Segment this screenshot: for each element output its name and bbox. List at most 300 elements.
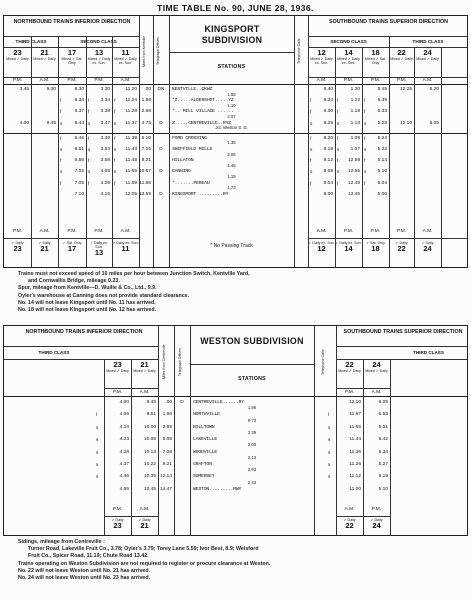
stop-flag: f xyxy=(310,98,312,104)
no-passing-note: * No Passing Track xyxy=(210,243,253,249)
time-cell: 12.59 xyxy=(347,158,360,164)
time-cell: 8.12 xyxy=(323,158,333,164)
train-description: Mixed ✓ Daily ex. Sun. xyxy=(87,57,111,66)
time-cell: 6.44 xyxy=(74,120,84,126)
time-cell: 9.51 xyxy=(146,412,156,418)
time-cell: 12.05 xyxy=(124,191,137,197)
stop-flag: s xyxy=(310,169,313,175)
time-cell: 10.00 xyxy=(143,424,156,430)
station-name: LAKEVILLE xyxy=(193,437,218,443)
stop-flag: f xyxy=(60,135,62,141)
stop-flag: f xyxy=(310,180,312,186)
train-number: 11 xyxy=(121,48,130,57)
time-cell: 4.28 xyxy=(119,449,129,455)
train-description: Mixed ✓ Sat. Only xyxy=(365,57,386,66)
footer-train-number: 23 xyxy=(13,244,22,254)
time-unit: P.M. xyxy=(112,507,123,512)
footer-days: ✓ Daily xyxy=(38,241,51,245)
page-title: TIME TABLE No. 90, JUNE 28, 1936. xyxy=(157,3,314,13)
footer-train-number: 21 xyxy=(40,244,49,254)
train-number-12 xyxy=(308,49,335,65)
time-cell: 5.22 xyxy=(377,147,387,152)
time-cell: 11.55 xyxy=(349,424,361,430)
time-cell: 3.38 xyxy=(100,109,110,115)
train-footer-22 xyxy=(336,518,363,530)
footer-train-number: 22 xyxy=(397,244,406,254)
time-cell: 4.00 xyxy=(119,400,129,405)
time-unit: P.M. xyxy=(343,78,354,83)
stop-flag: s xyxy=(337,169,340,175)
stop-flag: s xyxy=(60,120,63,126)
train-number: 13 xyxy=(94,48,104,57)
column-rule xyxy=(335,47,339,267)
train-description: Mixed ✓ Daily xyxy=(416,57,439,61)
stop-flag: s xyxy=(96,437,99,443)
footer-train-number: 21 xyxy=(140,521,149,531)
subdivision-name: KINGSPORT SUBDIVISION xyxy=(201,24,263,45)
third-class-label: THIRD CLASS xyxy=(413,350,444,355)
time-cell: 3.34 xyxy=(100,98,110,104)
stop-flag: f xyxy=(114,109,116,115)
stop-flag: f xyxy=(364,135,366,141)
train-number-22 xyxy=(336,361,363,373)
time-unit: A.M. xyxy=(39,229,50,234)
time-cell: 5.33 xyxy=(377,109,387,115)
time-cell: 11.57 xyxy=(349,412,361,418)
stations-header: STATIONS xyxy=(238,376,266,382)
time-unit: A.M. xyxy=(139,390,150,395)
stop-flag: s xyxy=(364,147,367,152)
time-cell: 6.56 xyxy=(74,158,84,164)
mileage-cell: 4.75 xyxy=(141,120,151,126)
time-cell: 6.30 xyxy=(74,87,84,92)
footer-train-number: 14 xyxy=(344,244,353,254)
row-rule xyxy=(4,133,467,134)
footer-days: ✓ Daily xyxy=(343,518,356,522)
footer-train-number: 18 xyxy=(371,244,380,254)
time-cell: 8.18 xyxy=(323,147,333,152)
note-line: Turner Road, Lakeville Fruit Co., 3.78; Oyler's 3.79; Torey Lane 5.59; Ivor Best, 8.9; Welsford xyxy=(28,546,259,553)
time-cell: 12.49 xyxy=(347,180,360,186)
time-cell: 1.30 xyxy=(350,87,360,92)
telephone-header: Telephone Calls xyxy=(297,38,301,64)
train-number-23 xyxy=(4,49,31,61)
stop-flag: s xyxy=(328,424,331,430)
row-rule xyxy=(4,359,158,360)
time-cell: 11.12 xyxy=(349,474,361,480)
time-cell: 5.51 xyxy=(378,424,388,430)
mileage-cell: 10.67 xyxy=(139,169,152,175)
time-cell: 7.05 xyxy=(74,180,84,186)
column-rule xyxy=(390,359,391,535)
time-cell: 1.07 xyxy=(350,147,360,152)
column-rule xyxy=(414,47,415,267)
time-cell: 11.20 xyxy=(125,87,137,92)
station-name: FORD CROSSING xyxy=(172,135,207,141)
station-name: *Z.....ALDERSHOT.....YZ xyxy=(172,98,234,104)
stop-flag: f xyxy=(96,412,98,418)
footer-train-number: 22 xyxy=(345,521,354,531)
stop-flag: f xyxy=(364,158,366,164)
time-unit: P.M. xyxy=(396,229,407,234)
telegraph-header: Telegraph Offices xyxy=(178,348,182,376)
footer-train-number: 17 xyxy=(67,244,77,254)
train-footer-21 xyxy=(31,241,58,253)
note-line: No. 24 will not leave Weston until No. 23 has arrived. xyxy=(18,575,151,582)
time-unit: P.M. xyxy=(112,390,123,395)
stop-flag: f xyxy=(310,109,312,115)
station-distance: 2.06 xyxy=(227,151,236,157)
stop-flag: s xyxy=(88,120,91,126)
time-cell: 8.40 xyxy=(323,87,333,92)
time-unit: A.M. xyxy=(344,507,355,512)
telephone-header: Telephone Calls xyxy=(321,349,325,375)
subdivision-name: WESTON SUBDIVISION xyxy=(200,336,304,346)
northbound-direction-head: NORTHBOUND TRAINS INFERIOR DIRECTION xyxy=(25,329,143,335)
mileage-cell: .00 xyxy=(165,400,172,405)
time-cell: 8.20 xyxy=(323,135,333,141)
station-name: GRAFTON xyxy=(193,462,212,467)
footer-days: ✓ Daily ex. Sun. xyxy=(90,241,108,250)
time-cell: 5.10 xyxy=(378,486,388,492)
station-name: WESTON.........RWY xyxy=(193,486,242,492)
time-cell: 8.34 xyxy=(323,98,333,104)
telegraph-code: D xyxy=(159,191,163,197)
train-number-23 xyxy=(104,361,131,373)
column-rule xyxy=(174,326,175,535)
train-number-21 xyxy=(31,49,58,61)
time-cell: 6.46 xyxy=(74,135,84,141)
time-cell: 11.39 xyxy=(125,135,137,141)
time-cell: 4.00 xyxy=(19,120,29,126)
time-cell: 11.43 xyxy=(125,147,137,152)
time-unit: P.M. xyxy=(396,78,407,83)
time-unit: P.M. xyxy=(12,78,23,83)
mileage-cell: 9.21 xyxy=(162,462,172,467)
stop-flag: s xyxy=(60,169,63,175)
station-distance: 2.13 xyxy=(247,454,257,460)
stop-flag: s xyxy=(328,437,331,443)
train-number: 14 xyxy=(344,48,353,57)
time-unit: P.M. xyxy=(371,507,382,512)
kingsport-notes xyxy=(18,271,250,314)
train-footer-11 xyxy=(112,241,139,253)
time-cell: 11.59 xyxy=(125,180,137,186)
stop-flag: s xyxy=(96,462,99,467)
time-cell: 4.14 xyxy=(119,424,129,430)
time-cell: 12.25 xyxy=(399,87,412,92)
stop-flag: f xyxy=(88,135,90,141)
footer-days: ✓ Daily xyxy=(370,518,383,522)
time-unit: A.M. xyxy=(316,78,327,83)
train-description: Mixed ✓ Daily xyxy=(6,57,29,61)
stop-flag: f xyxy=(60,158,62,164)
time-cell: 11.28 xyxy=(125,109,137,115)
station-name: KENTVILLE..CKWZ xyxy=(172,87,213,92)
mileage-cell: 2.69 xyxy=(162,424,172,430)
third-class-label: THIRD CLASS xyxy=(412,39,444,44)
time-cell: 10.08 xyxy=(143,437,156,443)
column-rule xyxy=(362,47,366,267)
time-unit: P.M. xyxy=(94,78,104,83)
footer-train-number: 12 xyxy=(317,244,326,254)
stop-flag: f xyxy=(364,109,366,115)
column-rule xyxy=(158,326,159,535)
stop-flag: f xyxy=(60,109,62,115)
time-cell: 12.55 xyxy=(347,169,360,175)
time-cell: 6.05 xyxy=(378,400,388,405)
time-cell: 6.37 xyxy=(74,109,84,115)
stop-flag: s xyxy=(96,424,99,430)
column-rule xyxy=(441,47,442,267)
weston-timetable xyxy=(3,325,468,536)
time-cell: 12.10 xyxy=(399,120,412,126)
mileage-cell: 14.47 xyxy=(159,486,172,492)
stop-flag: s xyxy=(310,120,313,126)
third-class-label: THIRD CLASS xyxy=(38,350,70,355)
time-unit: P.M. xyxy=(12,229,23,234)
station-distance: 2.39 xyxy=(247,430,257,435)
train-description: Mixed ✓ Daily ex. Sun. xyxy=(310,57,333,66)
stop-flag: f xyxy=(337,158,339,164)
time-unit: A.M. xyxy=(139,507,150,512)
mileage-cell: 1.58 xyxy=(141,98,151,104)
miles-header: Miles from Kentville xyxy=(142,35,146,67)
stop-flag: s xyxy=(364,169,367,175)
train-footer-14 xyxy=(335,241,362,253)
time-cell: 10.45 xyxy=(143,486,156,492)
train-number: 22 xyxy=(345,360,354,369)
time-cell: 1.09 xyxy=(350,135,360,141)
mileage-cell: .00 xyxy=(144,87,151,92)
mileage-cell: 9.21 xyxy=(141,158,151,164)
row-rule xyxy=(169,52,294,53)
time-cell: 3.45 xyxy=(19,87,29,92)
station-name: SOMERSET xyxy=(193,474,215,480)
stop-flag: s xyxy=(328,474,331,480)
station-distance: Jct. Weston S. D. xyxy=(215,125,248,131)
mileage-cell: 13.59 xyxy=(139,191,152,197)
telegraph-code: D xyxy=(159,147,163,152)
time-cell: 5.00 xyxy=(377,191,387,197)
train-number: 21 xyxy=(40,48,49,57)
stop-flag: f xyxy=(328,412,330,418)
stop-flag: f xyxy=(337,135,339,141)
footer-train-number: 13 xyxy=(94,248,104,258)
train-number-21 xyxy=(131,361,158,373)
mileage-cell: 7.08 xyxy=(162,449,172,455)
note-line: Sidings, mileage from Centreville : xyxy=(18,539,105,545)
station-distance: 1.19 xyxy=(227,174,236,179)
time-cell: 11.55 xyxy=(125,169,137,175)
row-rule xyxy=(104,516,158,517)
time-cell: 3.53 xyxy=(100,147,110,152)
stop-flag: f xyxy=(60,98,62,104)
train-description: Mixed ✓ Daily xyxy=(365,369,388,373)
time-unit: A.M. xyxy=(316,229,327,234)
time-unit: P.M. xyxy=(343,229,354,234)
footer-train-number: 11 xyxy=(121,244,130,254)
footer-days: ✓ Daily xyxy=(421,241,434,245)
stop-flag: s xyxy=(337,147,340,152)
time-cell: 11.36 xyxy=(349,449,361,455)
train-description: Mixed ✓ Daily xyxy=(338,369,361,373)
train-number: 12 xyxy=(317,48,326,57)
time-cell: 10.35 xyxy=(143,474,156,480)
row-rule xyxy=(308,47,467,48)
time-cell: 8.30 xyxy=(323,109,333,115)
time-cell: 10.22 xyxy=(143,462,156,467)
station-distance: 1.10 xyxy=(227,102,236,108)
station-distance: 2.00 xyxy=(247,442,257,448)
stop-flag: f xyxy=(310,135,312,141)
time-cell: 6.20 xyxy=(429,87,439,92)
train-footer-13 xyxy=(86,241,112,257)
column-rule xyxy=(139,16,140,267)
station-distance: 1.35 xyxy=(227,140,236,146)
time-cell: 1.13 xyxy=(350,120,360,126)
row-rule xyxy=(336,516,390,517)
station-name: *.......PEREAU xyxy=(172,180,210,186)
station-name: HILLATON xyxy=(172,158,194,164)
row-rule xyxy=(190,364,314,365)
time-cell: 5.04 xyxy=(377,180,387,186)
note-line: Oyler's warehouse at Canning does not provide standard clearance. xyxy=(18,292,190,299)
note-line: No. 18 will not leave Kingsport until No. 12 has arrived. xyxy=(18,307,157,314)
time-cell: 9.45 xyxy=(46,120,56,126)
second-class-label: SECOND CLASS xyxy=(330,39,367,44)
station-distance: 0.73 xyxy=(247,417,257,423)
stop-flag: s xyxy=(337,120,340,126)
train-footer-23 xyxy=(104,518,131,530)
southbound-direction-head: SOUTHBOUND TRAINS SUPERIOR DIRECTION xyxy=(343,329,463,335)
train-description: Mixed ✓ Daily ex. Sun. xyxy=(114,57,137,66)
footer-days: ✓ Daily ex. Sun. xyxy=(335,241,362,245)
time-cell: 5.14 xyxy=(377,158,387,164)
stop-flag: s xyxy=(328,462,331,467)
footer-train-number: 23 xyxy=(113,521,122,531)
station-name: KINGSPORT .........RY xyxy=(172,191,229,197)
time-cell: 8.00 xyxy=(323,191,333,197)
station-distance: 1.73 xyxy=(227,185,236,191)
time-cell: 3.58 xyxy=(100,158,110,164)
stop-flag: f xyxy=(114,158,116,164)
note-line: and Cornwallis Bridge, mileage 0.23. xyxy=(28,278,120,285)
train-number: 21 xyxy=(140,360,149,369)
time-cell: 4.06 xyxy=(119,412,129,418)
station-name: Z.....CENTREVILLE..RYZ xyxy=(172,120,231,126)
time-cell: 5.42 xyxy=(378,437,388,443)
time-cell: 11.26 xyxy=(349,462,361,467)
row-rule xyxy=(308,238,467,239)
column-rule xyxy=(336,326,337,535)
station-name: SHEFFIELD MILLS xyxy=(172,147,213,152)
time-cell: 4.05 xyxy=(100,169,110,175)
train-number-17 xyxy=(58,49,86,65)
stop-flag: f xyxy=(114,98,116,104)
time-cell: 8.08 xyxy=(323,169,333,175)
stop-flag: s xyxy=(96,474,99,480)
time-cell: 11.44 xyxy=(349,437,361,443)
note-line: Fruit Co., Spicer Road, 11.19; Chute Road 13.42. xyxy=(28,553,149,560)
telegraph-header: Telegraph Offices xyxy=(156,37,160,65)
time-cell: 7.02 xyxy=(74,169,84,175)
stations-header: STATIONS xyxy=(217,64,246,70)
time-cell: 11.37 xyxy=(125,120,137,126)
train-description: Mixed ✓ Daily xyxy=(390,57,413,61)
time-unit: A.M. xyxy=(120,78,131,83)
note-line: Trains operating on Weston Subdivision are not required to register or procure clearance at Weston. xyxy=(18,560,271,567)
time-cell: 1.22 xyxy=(350,98,360,104)
column-rule xyxy=(153,16,154,267)
station-name: BILLTOWN xyxy=(193,424,215,430)
train-number: 22 xyxy=(397,48,406,57)
time-cell: 5.39 xyxy=(377,98,387,104)
mileage-cell: 1.96 xyxy=(162,412,172,418)
row-rule xyxy=(4,238,139,239)
train-number-13 xyxy=(86,49,112,65)
stop-flag: f xyxy=(88,158,90,164)
stop-flag: s xyxy=(88,169,91,175)
station-distance: 2.93 xyxy=(247,467,257,473)
note-line: Trains must not exceed speed of 10 miles per hour between Junction Switch, Kentville Yard, xyxy=(18,271,250,277)
train-number-11 xyxy=(112,49,139,65)
time-cell: 4.37 xyxy=(119,462,129,467)
stop-flag: s xyxy=(88,147,91,152)
footer-days: ✓ Daily ex. Sun. xyxy=(308,241,335,245)
time-cell: 5.34 xyxy=(378,449,388,455)
mileage-cell: 5.08 xyxy=(162,437,172,443)
time-unit: A.M. xyxy=(422,229,433,234)
stop-flag: f xyxy=(88,98,90,104)
time-cell: 5.53 xyxy=(378,412,388,418)
time-cell: 5.10 xyxy=(377,169,387,175)
time-unit: P.M. xyxy=(67,78,77,83)
footer-days: ✓ Sat. Only xyxy=(62,241,82,245)
time-unit: P.M. xyxy=(344,390,355,395)
time-cell: 11.00 xyxy=(349,486,361,492)
note-line: No. 22 will not leave Weston until No. 21 has arrived. xyxy=(18,567,151,574)
station-distance: 2.33 xyxy=(247,479,257,485)
time-unit: A.M. xyxy=(371,390,382,395)
mileage-cell: 6.10 xyxy=(141,135,151,141)
train-number: 23 xyxy=(13,48,22,57)
column-rule xyxy=(294,16,295,267)
train-number: 17 xyxy=(67,48,77,57)
mileage-cell: 11.86 xyxy=(139,180,151,186)
time-cell: 7.10 xyxy=(74,191,84,197)
train-footer-21 xyxy=(131,518,158,530)
station-name: NORTHVILLE xyxy=(193,412,220,418)
stop-flag: s xyxy=(310,147,313,152)
stop-flag: s xyxy=(328,449,331,455)
column-rule xyxy=(314,326,315,535)
telegraph-code: D xyxy=(180,400,184,405)
time-cell: 6.34 xyxy=(74,98,84,104)
train-footer-24 xyxy=(414,241,441,253)
station-distance: 2.07 xyxy=(227,114,236,119)
row-rule xyxy=(336,359,467,360)
station-name: *.. MILL VILLAGE ...... xyxy=(172,109,234,115)
station-name: CANNING xyxy=(172,169,191,175)
stop-flag: f xyxy=(337,109,339,115)
stop-flag: s xyxy=(96,449,99,455)
row-rule xyxy=(4,346,158,347)
train-footer-18 xyxy=(362,241,389,253)
time-cell: 6.51 xyxy=(74,147,84,152)
train-number-24 xyxy=(363,361,390,373)
train-number: 23 xyxy=(113,360,122,369)
